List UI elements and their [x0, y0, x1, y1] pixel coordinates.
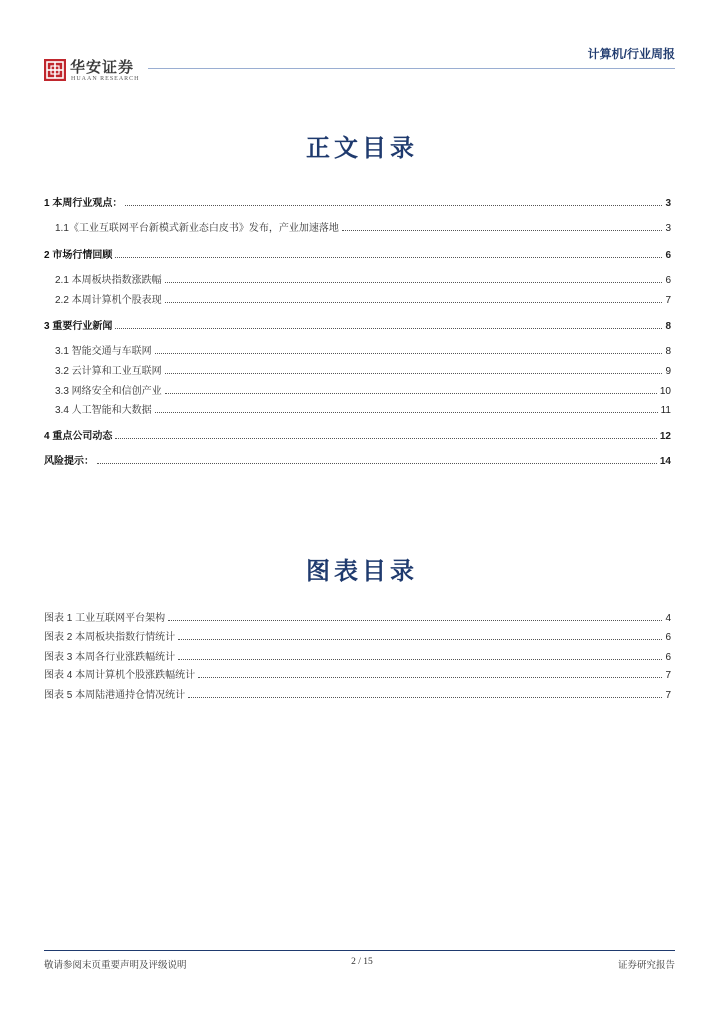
- dot-leader: [198, 676, 662, 678]
- toc-entry-page: 12: [659, 431, 671, 442]
- header-divider: [148, 68, 675, 69]
- dot-leader: [165, 372, 663, 374]
- dot-leader: [125, 204, 662, 206]
- toc-entry-page: 8: [665, 321, 671, 332]
- footer-disclaimer: 敬请参阅末页重要声明及评级说明: [44, 960, 187, 971]
- figure-entry-label: 图表 4 本周计算机个股涨跌幅统计: [44, 670, 196, 681]
- figure-entry-label: 图表 1 工业互联网平台架构: [44, 613, 166, 624]
- page-number: 2 / 15: [351, 957, 373, 967]
- toc-entry-label: 2.2 本周计算机个股表现: [55, 295, 162, 306]
- dot-leader: [155, 352, 663, 354]
- toc-entry[interactable]: [55, 400, 671, 416]
- figure-entry-page: 6: [665, 632, 671, 643]
- logo-text-en: HUAAN RESEARCH: [71, 76, 140, 82]
- toc-entry[interactable]: [44, 316, 671, 332]
- figure-entry[interactable]: [44, 665, 671, 681]
- toc-entry-page: 6: [665, 275, 671, 286]
- toc-entry-page: 7: [665, 295, 671, 306]
- dot-leader: [155, 411, 658, 413]
- toc-entry[interactable]: [44, 193, 671, 209]
- toc-entry[interactable]: [44, 451, 671, 467]
- dot-leader: [178, 658, 662, 660]
- toc-entry-page: 8: [665, 346, 671, 357]
- dot-leader: [165, 392, 657, 394]
- footer-divider: [44, 950, 675, 951]
- toc-entry-page: 3: [665, 223, 671, 234]
- figure-entry-page: 4: [665, 613, 671, 624]
- toc-entry-label: 3.2 云计算和工业互联网: [55, 366, 162, 377]
- toc-entry[interactable]: [55, 361, 671, 377]
- toc-entry-page: 3: [665, 198, 671, 209]
- report-type: 证券研究报告: [617, 960, 675, 971]
- toc-entry-label: 3.4 人工智能和大数据: [55, 405, 152, 416]
- figure-entry-page: 7: [665, 670, 671, 681]
- toc-entry-label: 4 重点公司动态: [44, 431, 113, 442]
- dot-leader: [165, 301, 663, 303]
- figure-entry-label: 图表 2 本周板块指数行情统计: [44, 632, 176, 643]
- dot-leader: [97, 462, 657, 464]
- toc-entry-label: 2 市场行情回顾: [44, 250, 113, 261]
- dot-leader: [342, 229, 663, 231]
- toc-entry[interactable]: [55, 218, 671, 234]
- logo-text-cn: 华安证券: [70, 58, 135, 76]
- toc-entry[interactable]: [44, 426, 671, 442]
- toc-entry-label: 风险提示：: [44, 456, 94, 467]
- toc-entry[interactable]: [55, 341, 671, 357]
- figure-entry-page: 7: [665, 690, 671, 701]
- figure-entry[interactable]: [44, 647, 671, 663]
- toc-entry-page: 6: [665, 250, 671, 261]
- dot-leader: [178, 638, 662, 640]
- figure-entry-label: 图表 5 本周陆港通持仓情况统计: [44, 690, 186, 701]
- toc-entry-label: 3 重要行业新闻: [44, 321, 113, 332]
- figure-entry-page: 6: [665, 652, 671, 663]
- toc-entry-label: 2.1 本周板块指数涨跌幅: [55, 275, 162, 286]
- dot-leader: [188, 696, 662, 698]
- logo-icon: [44, 59, 66, 81]
- toc-entry-page: 9: [665, 366, 671, 377]
- toc-entry[interactable]: [44, 245, 671, 261]
- toc-entry-page: 11: [660, 405, 671, 416]
- toc-title: 正文目录: [306, 134, 418, 162]
- report-category: 计算机/行业周报: [587, 47, 675, 61]
- dot-leader: [115, 437, 657, 439]
- figure-entry[interactable]: [44, 685, 671, 701]
- dot-leader: [115, 256, 662, 258]
- toc-entry-page: 10: [659, 386, 671, 397]
- toc-entry-label: 3.3 网络安全和信创产业: [55, 386, 162, 397]
- toc-entry-label: 1 本周行业观点：: [44, 198, 123, 209]
- dot-leader: [168, 619, 662, 621]
- figure-entry[interactable]: [44, 608, 671, 624]
- toc-entry-label: 3.1 智能交通与车联网: [55, 346, 152, 357]
- toc-entry[interactable]: [55, 270, 671, 286]
- figures-title: 图表目录: [306, 557, 418, 585]
- toc-entry[interactable]: [55, 381, 671, 397]
- dot-leader: [115, 327, 662, 329]
- toc-entry-page: 14: [659, 456, 671, 467]
- dot-leader: [165, 281, 663, 283]
- toc-entry-label: 1.1《工业互联网平台新模式新业态白皮书》发布，产业加速落地: [55, 223, 339, 234]
- toc-entry[interactable]: [55, 290, 671, 306]
- figure-entry-label: 图表 3 本周各行业涨跌幅统计: [44, 652, 176, 663]
- figure-entry[interactable]: [44, 627, 671, 643]
